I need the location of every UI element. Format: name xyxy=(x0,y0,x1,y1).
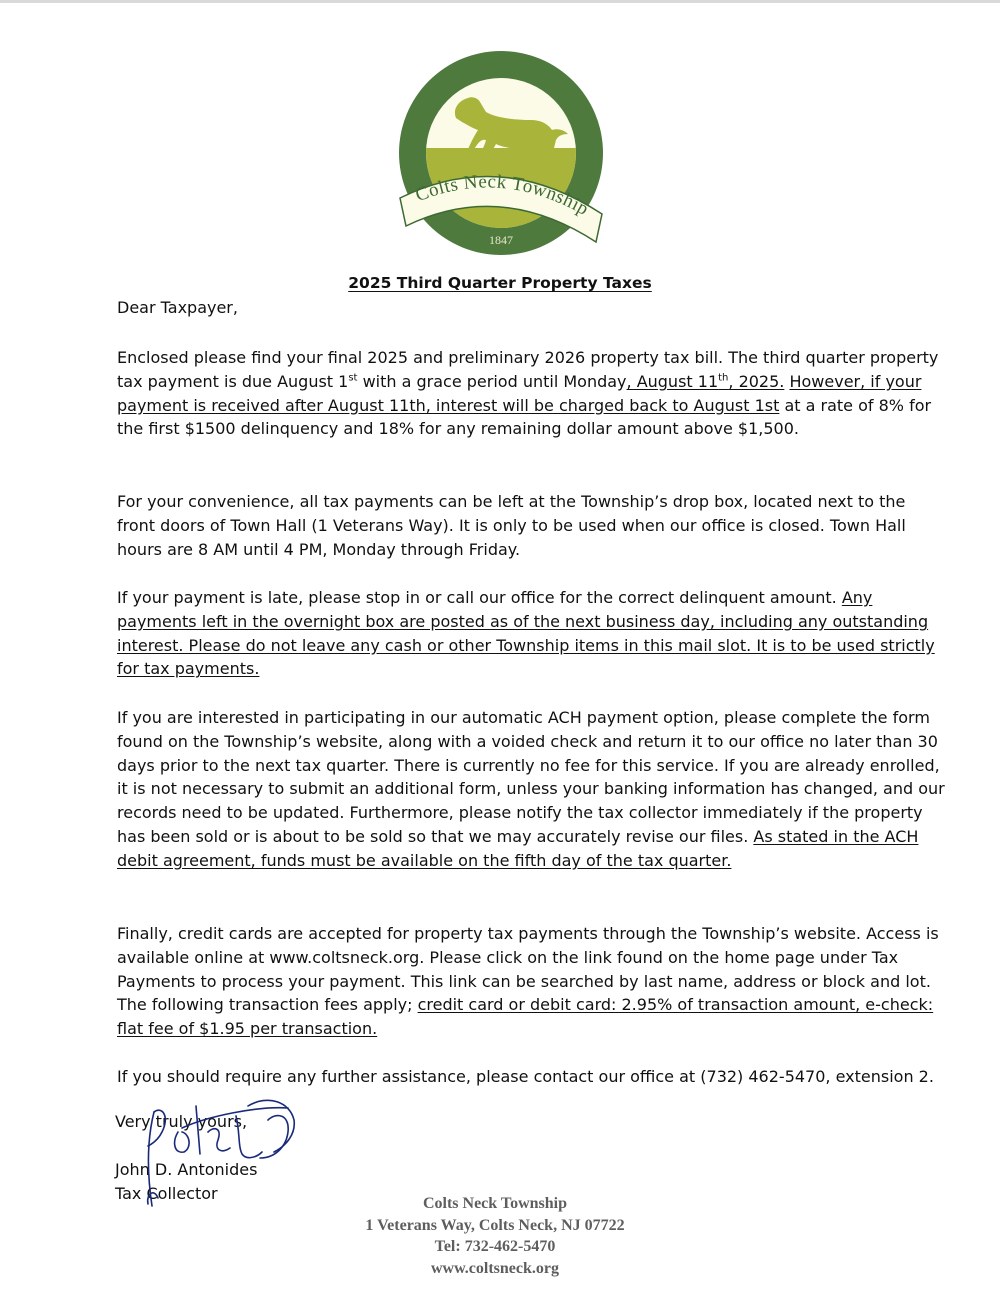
top-scan-edge xyxy=(0,0,1000,3)
paragraph-credit-cards: Finally, credit cards are accepted for property tax payments through the Township’s website. Access is available online at www.coltsneck.org. Please click on the link found on the home page under Tax Payments to process your payment. This link can be searched by last name, address or block and lot. The following transaction fees apply; credit card or debit card: 2.95% of transaction amount, e-check: flat fee of $1.95 per transaction. xyxy=(117,924,939,1039)
paragraph-late-payment: If your payment is late, please stop in or call our office for the correct delinquent amount. Any payments left in the overnight box are posted as of the next business day, including any outstanding interest. Please do not leave any cash or other Township items in this mail slot. It is to be used strictly for tax payments. xyxy=(117,588,935,679)
footer-letterhead xyxy=(330,1193,660,1279)
signer-title: Tax Collector xyxy=(115,1184,218,1203)
township-seal xyxy=(386,48,616,268)
paragraph-due-date: Enclosed please find your final 2025 and preliminary 2026 property tax bill. The third quarter property tax payment is due August 1st with a grace period until Monday, August 11th, 2025. However, if your payment is received after August 11th, interest will be charged back to August 1st at a rate of 8% for the first $1500 delinquency and 18% for any remaining dollar amount above $1,500. xyxy=(117,348,939,439)
seal-year: 1847 xyxy=(489,233,513,247)
closing: Very truly yours, xyxy=(115,1112,248,1131)
footer-address: 1 Veterans Way, Colts Neck, NJ 07722 xyxy=(365,1216,625,1234)
seal-name: Colts Neck Township xyxy=(412,171,593,221)
greeting: Dear Taxpayer, xyxy=(117,298,238,317)
paragraph-drop-box: For your convenience, all tax payments can be left at the Township’s drop box, located next to the front doors of Town Hall (1 Veterans Way). It is only to be used when our office is closed. Town Hall hours are 8 AM until 4 PM, Monday through Friday. xyxy=(117,492,906,559)
letter-title: 2025 Third Quarter Property Taxes xyxy=(348,274,652,292)
footer-tel: Tel: 732-462-5470 xyxy=(434,1238,556,1255)
signer-name: John D. Antonides xyxy=(115,1160,258,1179)
paragraph-ach: If you are interested in participating in our automatic ACH payment option, please complete the form found on the Township’s website, along with a voided check and return it to our office no later than 30 days prior to the next tax quarter. There is currently no fee for this service. If you are already enrolled, it is not necessary to submit an additional form, unless your banking information has changed, and our records need to be updated. Furthermore, please notify the tax collector immediately if the property has been sold or is about to be sold so that we may accurately revise our files. As stated in the ACH debit agreement, funds must be available on the fifth day of the tax quarter. xyxy=(117,708,945,870)
footer-org: Colts Neck Township xyxy=(422,1195,568,1212)
footer-web: www.coltsneck.org xyxy=(431,1259,559,1277)
paragraph-contact: If you should require any further assistance, please contact our office at (732) 462-5470, extension 2. xyxy=(117,1067,934,1086)
